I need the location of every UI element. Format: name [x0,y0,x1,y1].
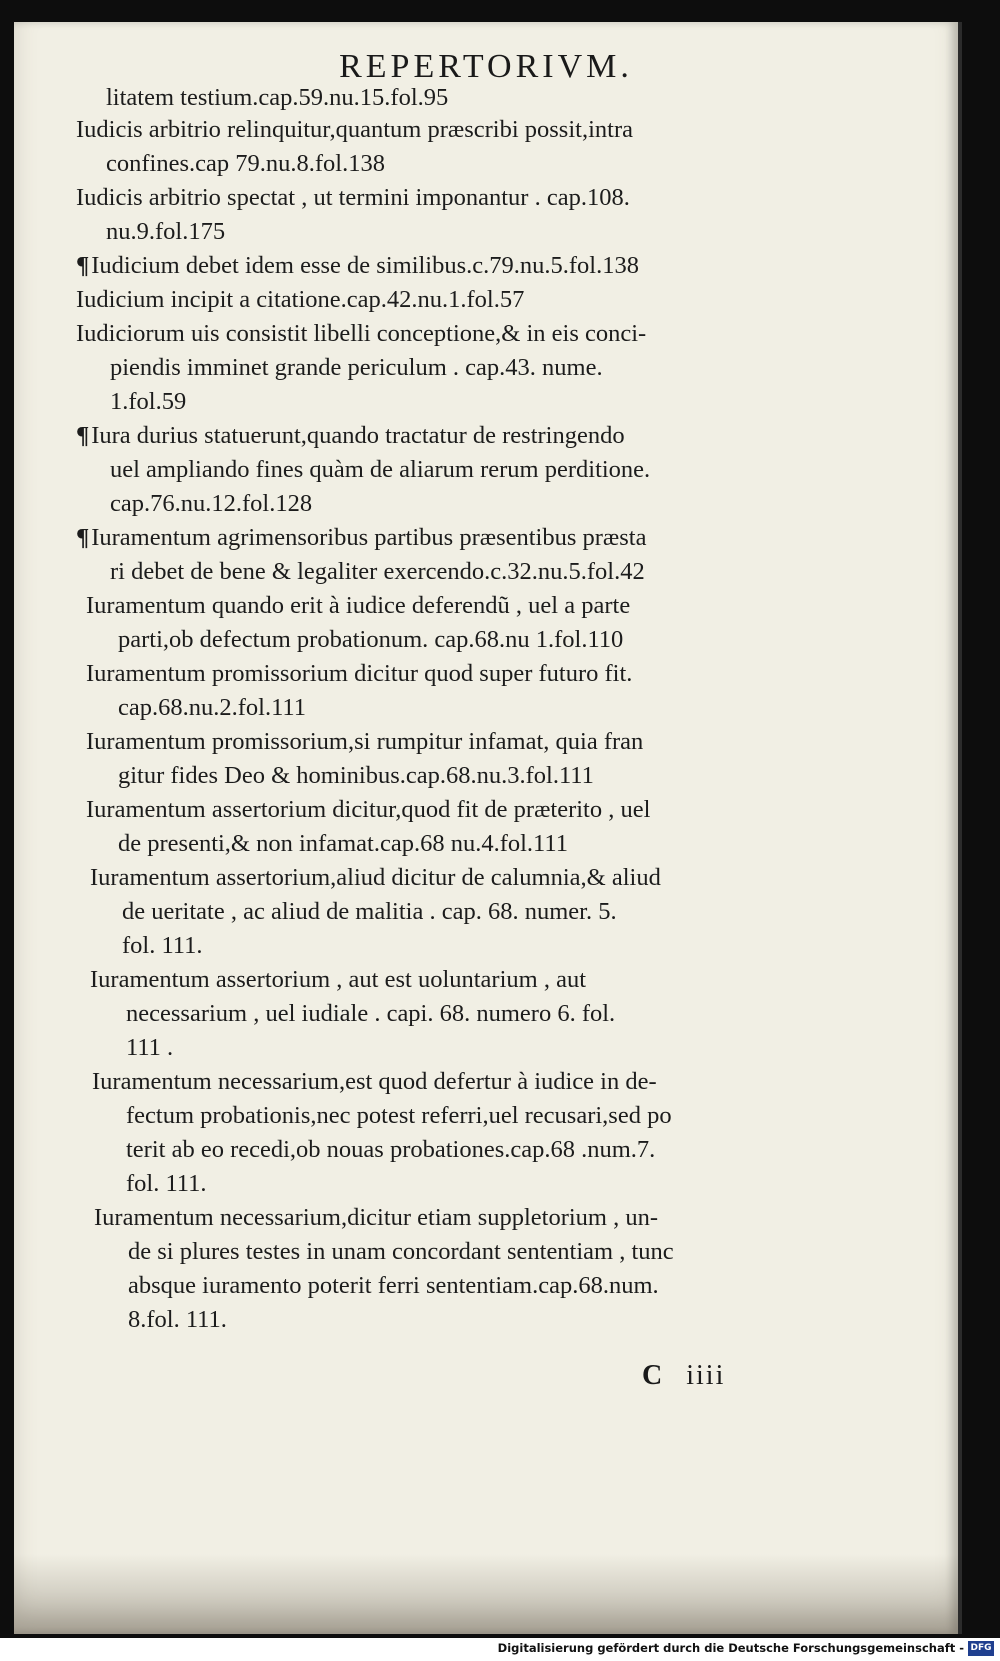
entry-line: gitur fides Deo & hominibus.cap.68.nu.3.fol.111 [118,762,594,789]
signature-mark [642,1360,725,1392]
dfg-logo: DFG [968,1641,994,1656]
entry-line: litatem testium.cap.59.nu.15.fol.95 [106,84,449,111]
entry-line: Iuramentum necessarium,dicitur etiam suppletorium , un- [94,1204,659,1231]
entry-line: ¶Iudicium debet idem esse de similibus.c.79.nu.5.fol.138 [76,252,639,279]
entry-line: de si plures testes in unam concordant sententiam , tunc [128,1238,674,1265]
entry-line: parti,ob defectum probationum. cap.68.nu 1.fol.110 [118,626,624,653]
entry-line: nu.9.fol.175 [106,218,226,245]
entry-line: Iuramentum promissorium dicitur quod super futuro fit. [86,660,633,687]
book-page [14,22,962,1634]
running-head: REPERTORIVM. [339,48,633,85]
entry-line: de ueritate , ac aliud de malitia . cap. 68. numer. 5. [122,898,617,925]
entry-line: 1.fol.59 [110,388,187,415]
entry-line: Iudicium incipit a citatione.cap.42.nu.1.fol.57 [76,286,525,313]
entry-line: 8.fol. 111. [128,1306,227,1333]
entry-line: ri debet de bene & legaliter exercendo.c.32.nu.5.fol.42 [110,558,645,585]
entry-line: fol. 111. [126,1170,207,1197]
entry-line: confines.cap 79.nu.8.fol.138 [106,150,385,177]
entry-line: uel ampliando fines quàm de aliarum rerum perditione. [110,456,651,483]
entry-line: Iuramentum promissorium,si rumpitur infamat, quia fran [86,728,644,755]
signature-letter: C [642,1360,665,1391]
entry-line: necessarium , uel iudiale . capi. 68. numero 6. fol. [126,1000,616,1027]
entry-line: Iuramentum assertorium dicitur,quod fit de præterito , uel [86,796,651,823]
entry-line: cap.68.nu.2.fol.111 [118,694,307,721]
entry-line: Iudicis arbitrio relinquitur,quantum præscribi possit,intra [76,116,633,143]
entry-line: absque iuramento poterit ferri sententiam.cap.68.num. [128,1272,659,1299]
paragraph-mark: ¶ [76,422,90,449]
entry-line: 111 . [126,1034,174,1061]
entry-line: Iuramentum quando erit à iudice deferendũ , uel a parte [86,592,631,619]
entry-line: ¶Iura durius statuerunt,quando tractatur de restringendo [76,422,625,449]
entry-line: Iudicis arbitrio spectat , ut termini imponantur . cap.108. [76,184,630,211]
entry-line: terit ab eo recedi,ob nouas probationes.cap.68 .num.7. [126,1136,656,1163]
entry-line: cap.76.nu.12.fol.128 [110,490,313,517]
entry-line: piendis imminet grande periculum . cap.43. nume. [110,354,603,381]
entry-line: Iuramentum necessarium,est quod defertur à iudice in de- [92,1068,657,1095]
paragraph-mark: ¶ [76,252,90,279]
entry-line: ¶Iuramentum agrimensoribus partibus præsentibus præsta [76,524,647,551]
entry-line: Iuramentum assertorium,aliud dicitur de calumnia,& aliud [90,864,661,891]
signature-numeral: iiii [686,1360,726,1391]
entry-line: de presenti,& non infamat.cap.68 nu.4.fol.111 [118,830,568,857]
entry-line: Iudiciorum uis consistit libelli conceptione,& in eis conci- [76,320,647,347]
funding-credit: Digitalisierung gefördert durch die Deutsche Forschungsgemeinschaft - [497,1641,964,1655]
entry-line: Iuramentum assertorium , aut est uoluntarium , aut [90,966,587,993]
entry-line: fectum probationis,nec potest referri,uel recusari,sed po [126,1102,672,1129]
footer-bar [0,1638,1000,1661]
entry-line: fol. 111. [122,932,203,959]
paragraph-mark: ¶ [76,524,90,551]
